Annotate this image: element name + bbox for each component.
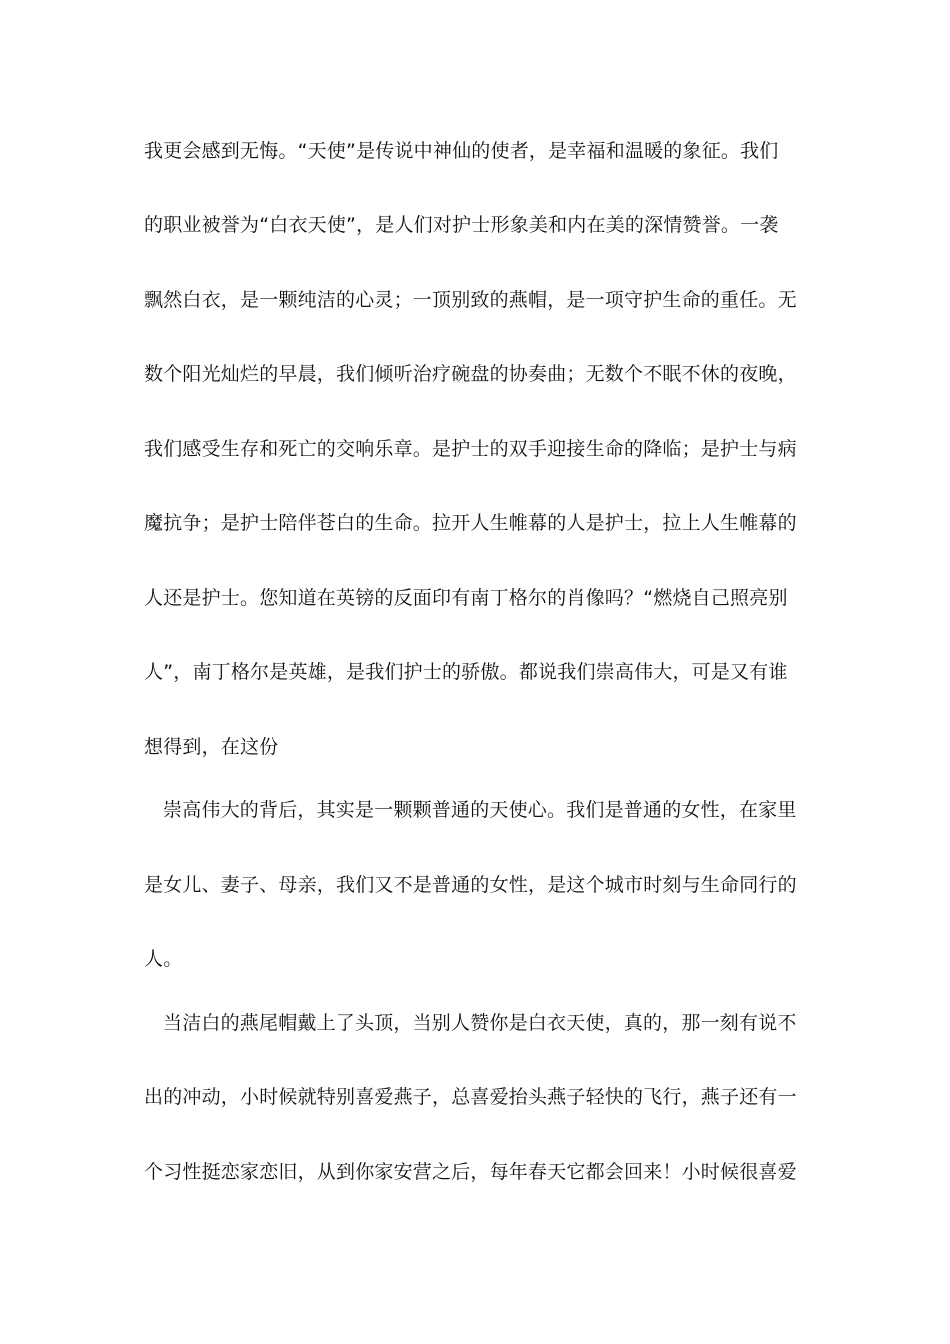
text-line: 我们感受生存和死亡的交响乐章。是护士的双手迎接生命的降临；是护士与病 [144,438,797,460]
text-line: 出的冲动，小时候就特别喜爱燕子，总喜爱抬头燕子轻快的飞行，燕子还有一 [144,1086,797,1108]
text-line: 人。 [144,948,183,970]
text-line: 魔抗争；是护士陪伴苍白的生命。拉开人生帷幕的人是护士，拉上人生帷幕的 [144,512,797,534]
text-line: 想得到，在这份 [144,736,279,758]
text-line: 我更会感到无悔。“天使”是传说中神仙的使者，是幸福和温暖的象征。我们 [144,140,779,162]
text-line: 飘然白衣，是一颗纯洁的心灵；一顶别致的燕帽，是一项守护生命的重任。无 [144,289,797,311]
text-line: 的职业被誉为“白衣天使”，是人们对护士形象美和内在美的深情赞誉。一袭 [144,214,779,236]
text-line: 个习性挺恋家恋旧，从到你家安营之后，每年春天它都会回来！小时候很喜爱 [144,1161,797,1183]
text-line: 是女儿、妻子、母亲，我们又不是普通的女性，是这个城市时刻与生命同行的 [144,874,797,896]
paragraph-first-line: 崇高伟大的背后，其实是一颗颗普通的天使心。我们是普通的女性，在家里 [163,799,797,821]
text-line: 人还是护士。您知道在英镑的反面印有南丁格尔的肖像吗？“燃烧自己照亮别 [144,587,788,609]
text-line: 人”，南丁格尔是英雄，是我们护士的骄傲。都说我们崇高伟大，可是又有谁 [144,661,788,683]
text-line: 数个阳光灿烂的早晨，我们倾听治疗碗盘的协奏曲；无数个不眠不休的夜晚， [144,363,797,385]
paragraph-first-line: 当洁白的燕尾帽戴上了头顶，当别人赞你是白衣天使，真的，那一刻有说不 [163,1012,797,1034]
